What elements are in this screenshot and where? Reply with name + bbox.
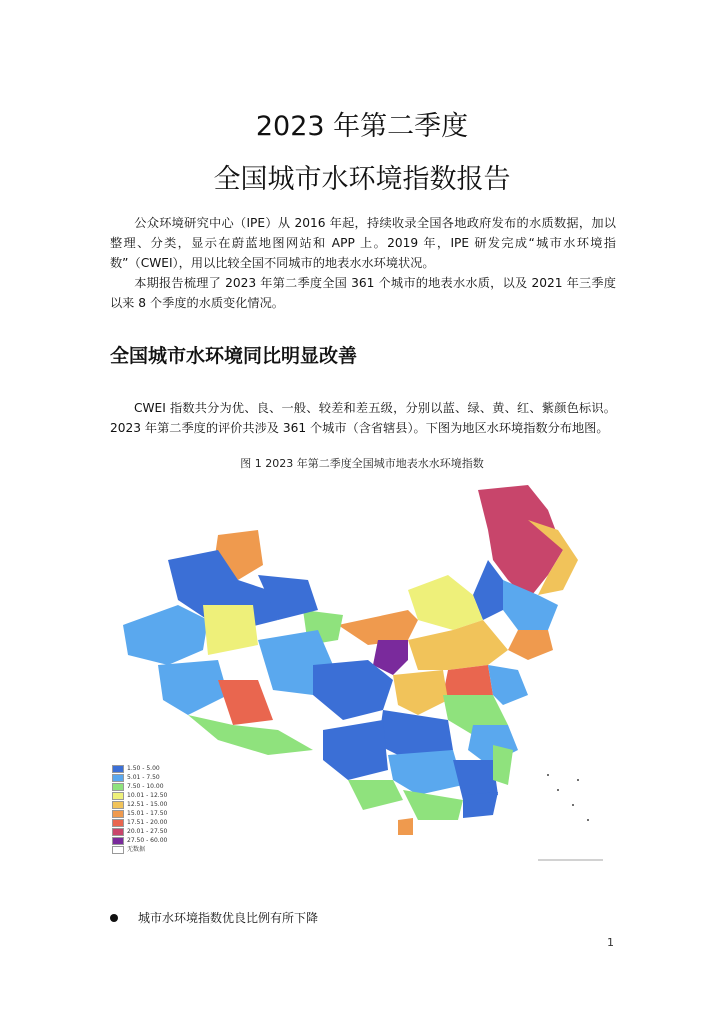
legend-swatch xyxy=(112,828,124,836)
legend-label: 17.51 - 20.00 xyxy=(127,819,168,826)
map-island-dot xyxy=(557,789,559,791)
map-region-fujian xyxy=(463,792,498,818)
legend-swatch xyxy=(112,846,124,854)
report-title-line1: 2023 年第二季度 xyxy=(255,111,469,142)
legend-swatch xyxy=(112,810,124,818)
section-heading: 全国城市水环境同比明显改善 xyxy=(110,345,358,367)
map-region-liaoning xyxy=(508,630,553,660)
map-region-shaanxi xyxy=(393,670,448,715)
legend-row xyxy=(112,845,167,854)
legend-label: 5.01 - 7.50 xyxy=(127,774,160,781)
map-region-zhejiang xyxy=(493,745,513,785)
legend-label: 12.51 - 15.00 xyxy=(127,801,168,808)
legend-swatch xyxy=(112,774,124,782)
map-island-dot xyxy=(587,819,589,821)
legend-label: 15.01 - 17.50 xyxy=(127,810,168,817)
legend-swatch xyxy=(112,792,124,800)
map-island-dot xyxy=(572,804,574,806)
map-island-dot xyxy=(577,779,579,781)
section-paragraph xyxy=(110,398,616,438)
map-region-guangxi-west xyxy=(348,780,403,810)
legend-row xyxy=(112,809,167,818)
legend-row xyxy=(112,836,167,845)
legend-label: 20.01 - 27.50 xyxy=(127,828,168,835)
map-island-dot xyxy=(547,774,549,776)
legend-swatch xyxy=(112,783,124,791)
bullet-text: 城市水环境指数优良比例有所下降 xyxy=(138,911,319,925)
legend-row xyxy=(112,818,167,827)
map-region-tibet-red xyxy=(218,680,273,725)
legend-row xyxy=(112,827,167,836)
legend-swatch xyxy=(112,837,124,845)
legend-row xyxy=(112,791,167,800)
legend-row xyxy=(112,773,167,782)
intro-paragraph-1 xyxy=(110,213,616,273)
map-region-hainan xyxy=(398,818,413,835)
legend-swatch xyxy=(112,765,124,773)
legend-label: 27.50 - 60.00 xyxy=(127,837,168,844)
map-region-guangdong xyxy=(403,790,463,820)
map-region-inner-mongolia-mid xyxy=(338,610,418,645)
legend-row xyxy=(112,800,167,809)
legend-swatch xyxy=(112,819,124,827)
page-number: 1 xyxy=(607,936,614,949)
map-region-tibet-west xyxy=(158,660,228,715)
legend-label: 无数据 xyxy=(127,846,146,853)
section-paragraph-text: CWEI 指数共分为优、良、一般、较差和差五级，分别以蓝、绿、黄、红、紫颜色标识。2023 年第二季度的评价共涉及 361 个城市（含省辖县）。下图为地区水环境指数分布地图。 xyxy=(110,401,616,435)
intro-paragraph-2-text: 本期报告梳理了 2023 年第二季度全国 361 个城市的地表水水质，以及 2021 年三季度以来 8 个季度的水质变化情况。 xyxy=(110,276,616,310)
map-legend xyxy=(112,764,167,854)
bullet-item xyxy=(110,909,318,926)
intro-paragraph-1-text: 公众环境研究中心（IPE）从 2016 年起，持续收录全国各地政府发布的水质数据，加以整理、分类，显示在蔚蓝地图网站和 APP 上。2019 年，IPE 研发完成“城市水环境指数”（CWEI），用以比较全国不同城市的地表水水环境状况。 xyxy=(110,216,616,270)
legend-row xyxy=(112,782,167,791)
legend-row xyxy=(112,764,167,773)
legend-label: 7.50 - 10.00 xyxy=(127,783,164,790)
bullet-dot-icon xyxy=(110,914,118,922)
map-region-hunan xyxy=(388,750,463,795)
legend-label: 10.01 - 12.50 xyxy=(127,792,168,799)
map-region-yunnan xyxy=(323,720,388,780)
map-region-inner-mongolia-east xyxy=(408,575,483,630)
legend-swatch xyxy=(112,801,124,809)
figure-caption: 图 1 2023 年第二季度全国城市地表水水环境指数 xyxy=(240,457,484,470)
legend-label: 1.50 - 5.00 xyxy=(127,765,160,772)
map-region-xinjiang-southwest xyxy=(123,605,208,665)
china-water-index-map xyxy=(108,480,614,870)
intro-paragraph-2 xyxy=(110,273,616,313)
report-title-line2: 全国城市水环境指数报告 xyxy=(213,164,511,195)
map-region-xinjiang-south xyxy=(203,605,258,655)
